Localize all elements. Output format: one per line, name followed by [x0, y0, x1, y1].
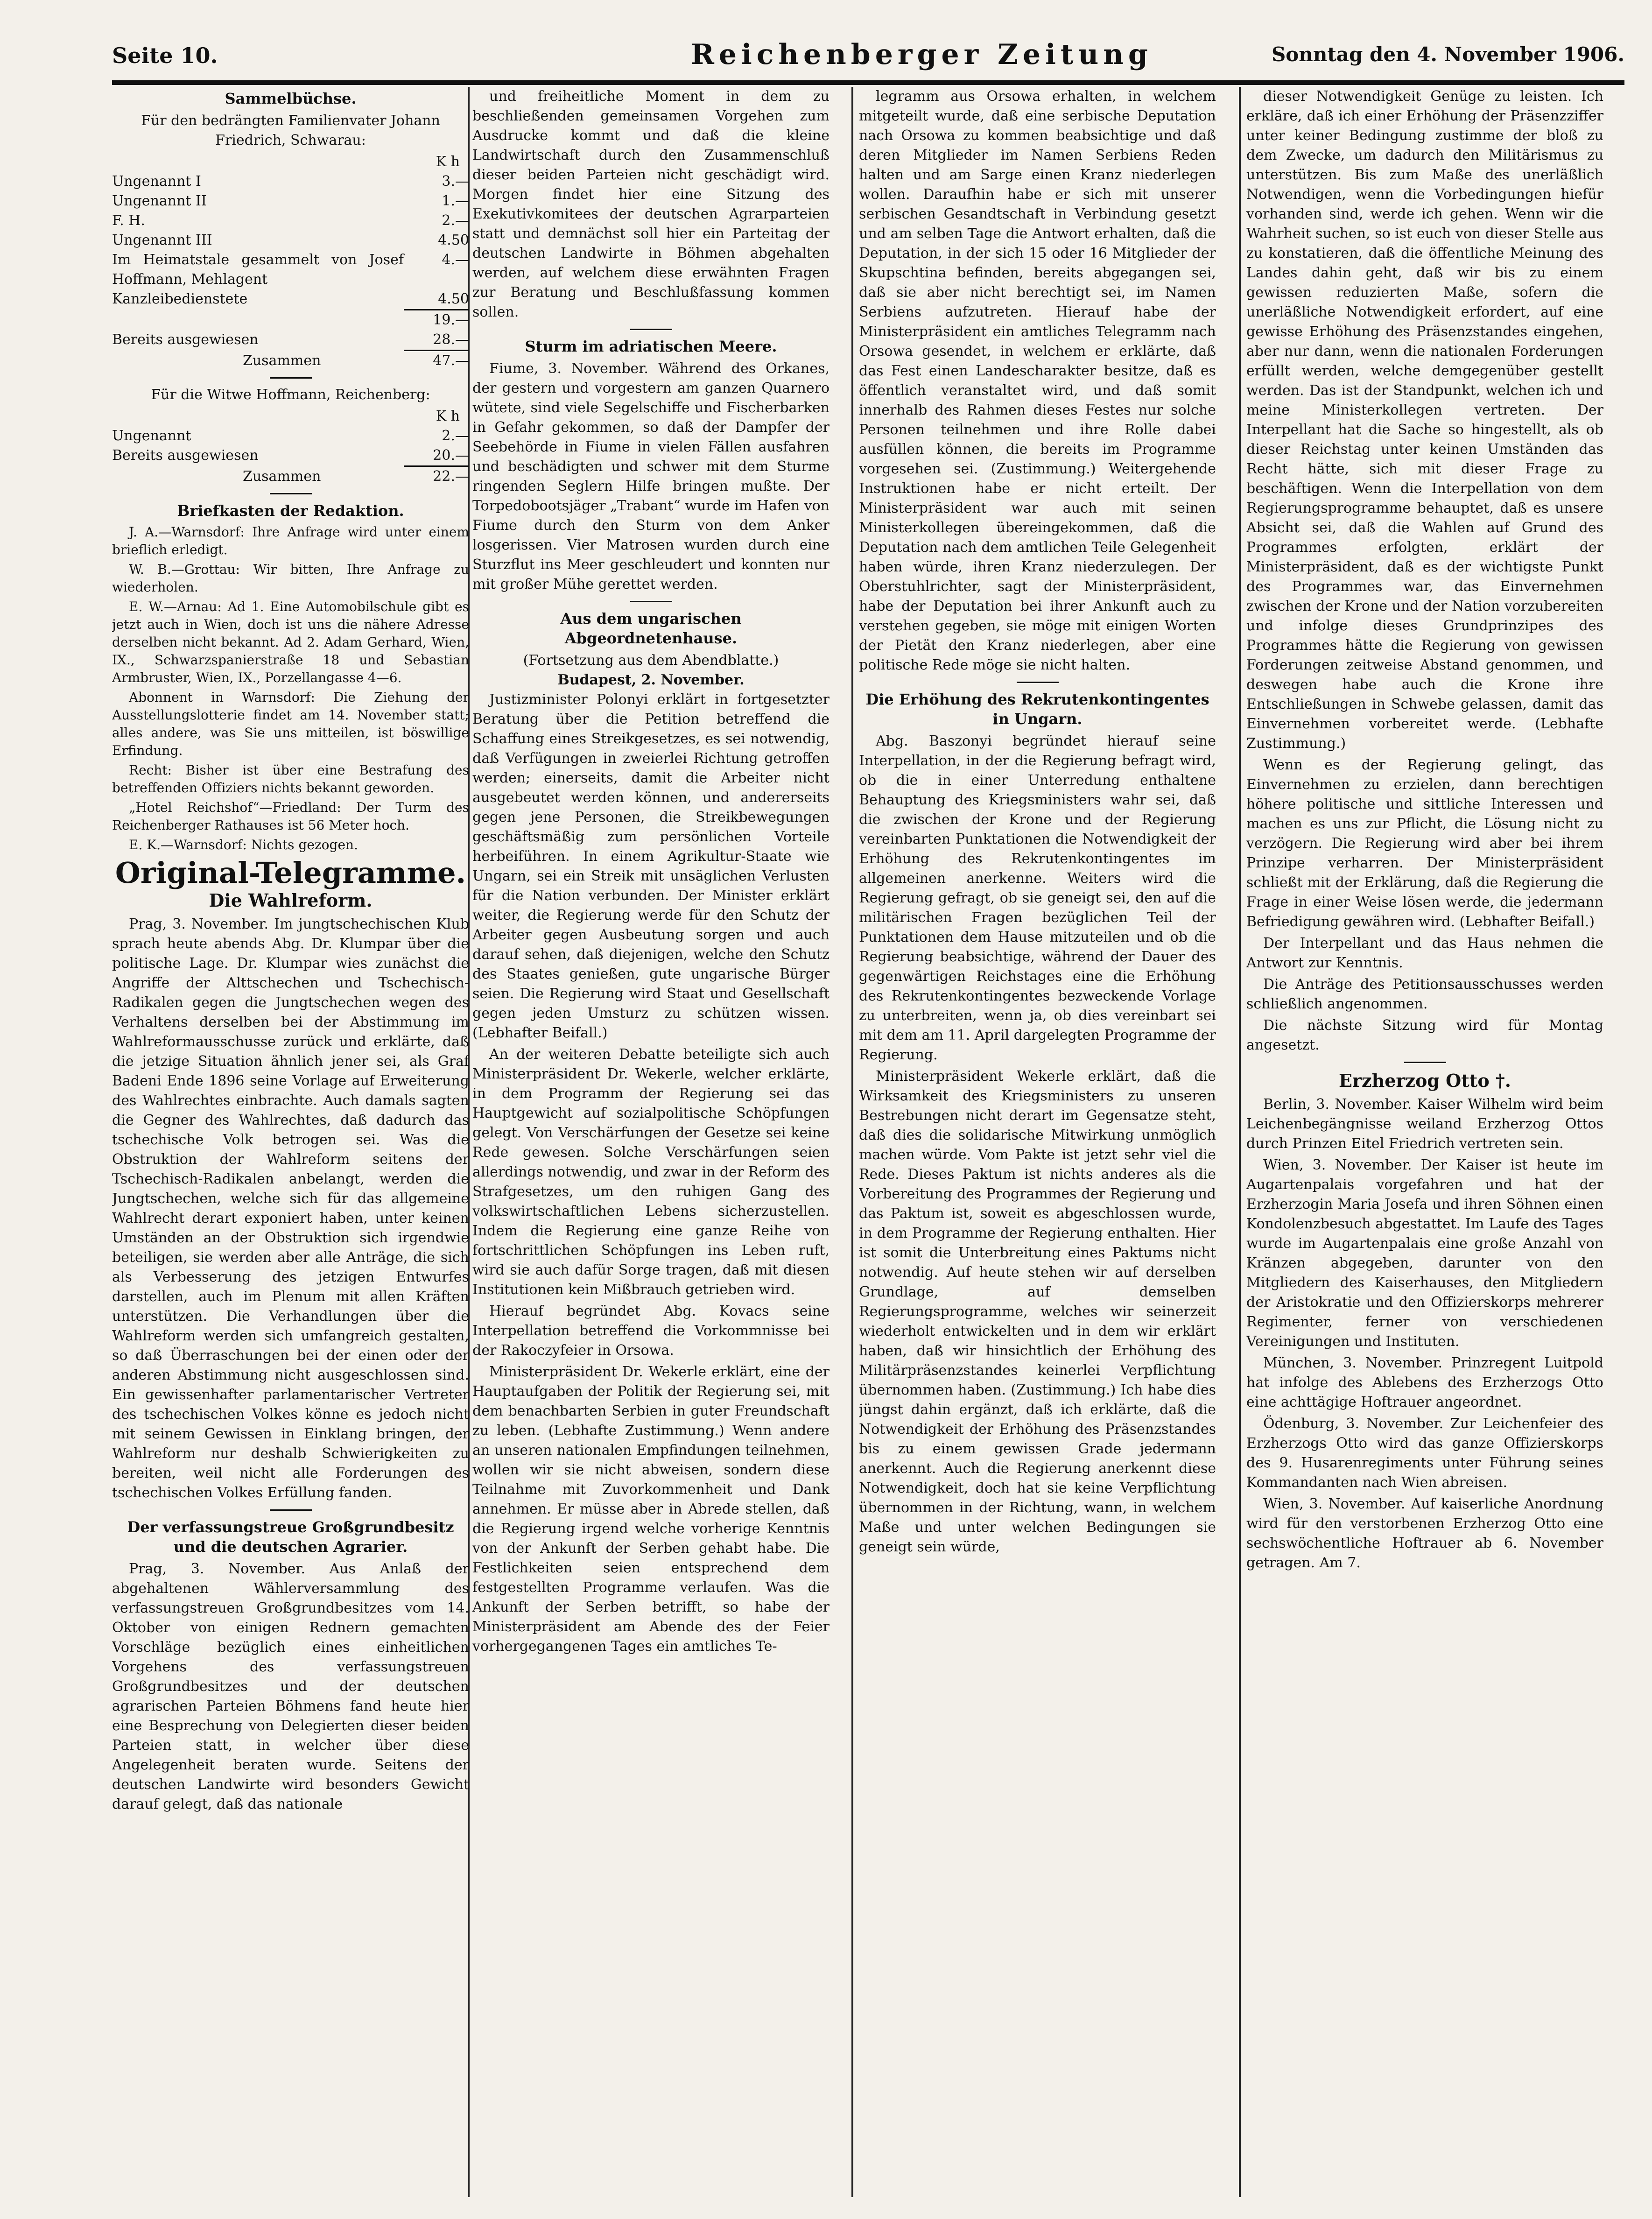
mailbox-list	[112, 523, 469, 854]
list-item	[112, 172, 469, 191]
article-title-erzherzog-otto: Erzherzog Otto †.	[1339, 1070, 1511, 1091]
paragraph: Die Anträge des Petitionsausschusses werden schließlich angenommen.	[1246, 976, 1603, 1012]
paragraph: Die nächste Sitzung wird für Montag angesetzt.	[1246, 1017, 1603, 1053]
list-item	[112, 426, 469, 446]
donor-name: Im Heimatstale gesammelt von Josef Hoffmann, Mehlagent	[112, 252, 404, 288]
masthead: Reichenberger Zeitung	[691, 38, 1153, 71]
donation-amount: 2.—	[442, 428, 469, 444]
paragraph: München, 3. November. Prinzregent Luitpold hat infolge des Ablebens des Erzherzogs Otto eine achttägige Hoftrauer angeordnet.	[1246, 1355, 1603, 1410]
article-continuation	[1246, 87, 1603, 1055]
page-header	[112, 38, 1624, 77]
donation-amount: 2.—	[442, 212, 469, 229]
article-body-sturm	[472, 359, 830, 594]
fund1-title: Für den bedrängten Familienvater Johann Friedrich, Schwarau:	[141, 113, 440, 148]
paragraph: Ministerpräsident Dr. Wekerle erklärt, eine der Hauptaufgaben der Politik der Regierung sei, mit dem benachbarten Serbien in guter Freundschaft zu leben. (Lebhafte Zustimmung.) Wenn andere an unseren nationalen Empfindungen teilnehmen, wollen wir sie nicht abweisen, sondern diese Teilnahme mit Zuvorkommenheit und Dank annehmen. Er müsse aber in Abrede stellen, daß die Regierung irgend welche vorherige Kenntnis von der Ankunft der Serben gehabt habe. Die Festlichkeiten seien entsprechend dem festgestellten Programme verlaufen. Was die Ankunft der Serben betrifft, so habe der Ministerpräsident am Abende des der Feier vorhergegangenen Tages ein amtliches Te-	[472, 1364, 830, 1655]
paragraph: Wien, 3. November. Auf kaiserliche Anordnung wird für den verstorbenen Erzherzog Otto eine sechswöchentliche Hoftrauer ab 6. November getragen. Am 7.	[1246, 1496, 1603, 1571]
donor-name: Ungenannt I	[112, 173, 201, 190]
paragraph: Justizminister Polonyi erklärt in fortgesetzter Beratung über die Petition betreffend die Schaffung eines Streikgesetzes, es sei notwendig, daß Verfügungen in zweierlei Richtung getroffen werden; einerseits, damit die Arbeiter nicht ausgebeutet werden können, und andererseits gegen jene Personen, die Streikbewegungen geschäftsmäßig zum persönlichen Vorteile herbeiführen. In einem Agrikultur-Staate wie Ungarn, sei ein Streik mit unsäglichen Verlusten für die Nation verbunden. Der Minister erklärt weiter, die Regierung werde für den Schutz der Arbeiter gegen Ausbeutung sorgen und auch darauf sehen, daß diejenigen, welche den Schutz des Staates genießen, gute ungarische Bürger seien. Die Regierung wird Staat und Gesellschaft gegen jeden Umsturz zu schützen wissen. (Lebhafter Beifall.)	[472, 691, 830, 1041]
divider	[1404, 1062, 1446, 1063]
list-item	[112, 231, 469, 250]
divider	[270, 493, 312, 494]
article-body-wahlreform	[112, 915, 469, 1503]
header-rule	[112, 80, 1624, 85]
donor-name: Ungenannt II	[112, 193, 207, 209]
paragraph: Ödenburg, 3. November. Zur Leichenfeier des Erzherzogs Otto wird das ganze Offizierskorps des 9. Husarenregiments unter Führung seines Kommandanten nach Wien abreisen.	[1246, 1416, 1603, 1491]
donation-amount: 4.50	[438, 291, 469, 307]
column-rule	[851, 87, 853, 2197]
donation-amount: 4.—	[442, 252, 469, 268]
fund2-title: Für die Witwe Hoffmann, Reichenberg:	[151, 387, 430, 403]
paragraph: und freiheitliche Moment in dem zu beschließenden gemeinsamen Vorgehen zum Ausdrucke kommt und daß die kleine Landwirtschaft durch den Zusammenschluß dieser beiden Parteien nicht geschädigt wird. Morgen findet hier eine Sitzung des Exekutivkomitees der deutschen Agrarparteien statt und demnächst soll hier ein Parteitag der deutschen Landwirte in Böhmen abgehalten werden, auf welchem diese erwähnten Fragen zur Beratung und Beschlußfassung kommen sollen.	[472, 88, 830, 320]
article-title-abgeordnetenhaus: Aus dem ungarischen Abgeordnetenhause.	[560, 610, 742, 647]
paragraph: legramm aus Orsowa erhalten, in welchem mitgeteilt wurde, daß eine serbische Deputation nach Orsowa zu kommen beabsichtige und daß deren Mitglieder im Namen Serbiens Reden halten und am Sarge einen Kranz niederlegen wollen. Daraufhin habe er sich mit unserer serbischen Gesandtschaft in Verbindung gesetzt und am selben Tage die Antwort erhalten, daß die Deputation, in der sich 15 oder 16 Mitglieder der Skupschtina befinden, bereits abgegangen sei, daß sie aber nicht berechtigt sei, im Namen Serbiens aufzutreten. Hierauf habe der Ministerpräsident ein amtliches Telegramm nach Orsowa gesendet, in welchem er erklärte, daß das Fest einen Landescharakter besitze, daß es öffentlich veranstaltet wird, und daß somit innerhalb des Rahmen dieses Festes nur solche Personen teilnehmen und ihre Rolle dabei ausfüllen können, die bereits im Programme vorgesehen sei. (Zustimmung.) Weitergehende Instruktionen habe er nicht erteilt. Der Ministerpräsident war auch mit seinen Ministerkollegen übereingekommen, daß die Deputation nach dem amtlichen Teile Gelegenheit haben würde, ihren Kranz niederzulegen. Der Oberstuhlrichter, sagt der Ministerpräsident, habe der Deputation bei ihrer Ankunft auch zu verstehen gegeben, sie möge mit einigen Worten der Pietät den Kranz niederlegen, aber eine politische Rede möge sie nicht halten.	[859, 88, 1216, 673]
article-title-grossgrundbesitz: Der verfassungstreue Großgrundbesitz und die deutschen Agrarier.	[127, 1518, 454, 1556]
divider	[1017, 682, 1059, 683]
divider	[630, 601, 672, 602]
donation-amount: 20.—	[433, 447, 469, 464]
article-body-erzherzog-otto	[1246, 1095, 1603, 1573]
donor-name: Ungenannt III	[112, 232, 212, 248]
fund1-total-row: Zusammen 47.—	[243, 352, 469, 369]
paragraph: Prag, 3. November. Aus Anlaß der abgehaltenen Wählerversammlung des verfassungstreuen Großgrundbesitzes vom 14. Oktober von einigen Rednern gemachten Vorschläge bezüglich eines einheitlichen Vorgehens des verfassungstreuen Großgrundbesitzes und der deutschen agrarischen Parteien Böhmens fand heute hier eine Besprechung von Delegierten dieser beiden Parteien statt, in welcher über diese Angelegenheit beraten wurde. Seitens der deutschen Landwirte wird besonders Gewicht darauf gelegt, daß das nationale	[112, 1561, 469, 1812]
paragraph: An der weiteren Debatte beteiligte sich auch Ministerpräsident Dr. Wekerle, welcher erklärte, in dem Programm der Regierung sei das Hauptgewicht auf sozialpolitische Schöpfungen gelegt. Von Verschärfungen der Gesetze sei keine Rede gewesen. Solche Verschärfungen seien allerdings notwendig, und zwar in der Reform des Strafgesetzes, um den ruhigen Gang des volkswirtschaftlichen Lebens sicherzustellen. Indem die Regierung eine ganze Reihe von fortschrittlichen Schöpfungen ins Leben ruft, wird sie auch dafür Sorge tragen, daß mit diesen Institutionen kein Mißbrauch getrieben wird.	[472, 1046, 830, 1298]
paragraph: Wenn es der Regierung gelingt, das Einvernehmen zu erzielen, dann berechtigen höhere politische und sittliche Interessen und machen es uns zur Pflicht, die Lösung nicht zu verzögern. Die Regierung wird aber bei ihrem Prinzipe verharren. Der Ministerpräsident schließt mit der Erklärung, daß die Regierung die Frage in einer Weise lösen werde, die jedermann Befriedigung gewähren wird. (Lebhafter Beifall.)	[1246, 757, 1603, 930]
article-body-abgeordnetenhaus	[472, 690, 830, 1656]
list-item	[112, 211, 469, 231]
paragraph: Fiume, 3. November. Während des Orkanes, der gestern und vorgestern am ganzen Quarnero wütete, sind viele Segelschiffe und Fischerbarken in Gefahr gekommen, so daß der Dampfer der Seebehörde in Fiume in vielen Fällen ausfahren und beschädigten und schwer mit dem Sturme ringenden Seglern Hilfe bringen mußte. Der Torpedobootsjäger „Trabant“ wurde im Hafen von Fiume durch den Sturm von dem Anker losgerissen. Vier Matrosen wurden durch eine Sturzflut ins Meer geschleudert und konnten nur mit großer Mühe gerettet werden.	[472, 360, 830, 592]
list-item	[112, 446, 469, 465]
article-title-sturm: Sturm im adriatischen Meere.	[525, 338, 777, 355]
article-continuation	[472, 87, 830, 322]
fund1-subtotal: 19.—	[433, 312, 469, 328]
currency-label: K h	[436, 154, 460, 170]
paragraph: Prag, 3. November. Im jungtschechischen Klub sprach heute abends Abg. Dr. Klumpar über die politische Lage. Dr. Klumpar wies zunächst die Angriffe der Alttschechen und Tschechisch-Radikalen gegen die Jungtschechen wegen des Verhaltens derselben bei der Abstimmung im Wahlreformausschusse zurück und erklärte, daß die jetzige Situation ähnlich jener sei, als Graf Badeni Ende 1896 seine Vorlage auf Erweiterung des Wahlrechtes einbrachte. Auch damals sagten die Gegner des Wahlrechtes, daß dadurch das tschechische Volk betrogen sei. Was die Obstruktion der Wahlreform seitens der Tschechisch-Radikalen anbelangt, werden die Jungtschechen, welche sich für das allgemeine Wahlrecht derart exponiert haben, unter keinen Umständen an der Obstruktion sich irgendwie beteiligen, sie werden aber alle Anträge, die sich als Verbesserung des jetzigen Entwurfes darstellen, auch im Plenum mit allen Kräften unterstützen. Die Verhandlungen über die Wahlreform werden sich umfangreich gestalten, so daß Überraschungen bei der einen oder der anderen Abstimmung nicht ausgeschlossen sind. Ein gewissenhafter parlamentarischer Vertreter des tschechischen Volkes könne es jedoch nicht mit seinem Gewissen in Einklang bringen, der Wahlreform nur deshalb Schwierigkeiten zu bereiten, weil nicht alle Forderungen des tschechischen Volkes Erfüllung fanden.	[112, 916, 469, 1501]
mailbox-entry: Recht: Bisher ist über eine Bestrafung des betreffenden Offiziers nichts bekannt geworden.	[112, 762, 469, 796]
column-2	[472, 87, 830, 2197]
paragraph: Berlin, 3. November. Kaiser Wilhelm wird beim Leichenbegängnisse weiland Erzherzog Ottos durch Prinzen Eitel Friedrich vertreten sein.	[1246, 1096, 1603, 1152]
divider	[270, 1509, 312, 1511]
donor-name: Bereits ausgewiesen	[112, 447, 259, 464]
fund1-prev-row: Bereits ausgewiesen 28.—	[112, 331, 469, 348]
divider	[630, 329, 672, 330]
dateline: Budapest, 2. November.	[557, 672, 745, 688]
paragraph: Hierauf begründet Abg. Kovacs seine Interpellation betreffend die Vorkommnisse bei der Rakoczyfeier in Orsowa.	[472, 1303, 830, 1359]
article-body-rekruten	[859, 732, 1216, 1557]
mailbox-entry: W. B.—Grottau: Wir bitten, Ihre Anfrage zu wiederholen.	[112, 562, 469, 595]
column-4	[1246, 87, 1603, 2197]
mailbox-entry: „Hotel Reichshof“—Friedland: Der Turm des Reichenberger Rathauses ist 56 Meter hoch.	[112, 800, 469, 833]
paragraph: Wien, 3. November. Der Kaiser ist heute im Augartenpalais vorgefahren und hat der Erzherzogin Maria Josefa und ihren Söhnen einen Kondolenzbesuch abgestattet. Im Laufe des Tages wurde im Augartenpalais eine große Anzahl von Kränzen abgegeben, darunter von den Mitgliedern des Kaiserhauses, den Mitgliedern der Aristokratie und den Offizierskorps mehrerer Regimenter, ferner von verschiedenen Vereinigungen und Instituten.	[1246, 1157, 1603, 1350]
page-number: Seite 10.	[112, 43, 218, 68]
column-1	[112, 87, 469, 2197]
list-item	[112, 191, 469, 211]
currency-label: K h	[436, 408, 460, 424]
donor-name: F. H.	[112, 212, 145, 229]
mailbox-entry: Abonnent in Warnsdorf: Die Ziehung der Ausstellungslotterie findet am 14. November statt; alles andere, was Sie uns mitteilen, ist böswillige Erfindung.	[112, 690, 469, 758]
list-item	[112, 289, 469, 309]
fund2-total-row: Zusammen 22.—	[243, 468, 469, 485]
article-title-rekruten: Die Erhöhung des Rekrutenkontingentes in Ungarn.	[865, 690, 1209, 728]
donor-name: Kanzleibedienstete	[112, 291, 248, 307]
list-item	[112, 250, 469, 289]
article-body-grossgrundbesitz	[112, 1559, 469, 1814]
issue-date: Sonntag den 4. November 1906.	[1271, 43, 1624, 66]
collection-title: Sammelbüchse.	[225, 90, 357, 107]
mailbox-entry: J. A.—Warnsdorf: Ihre Anfrage wird unter einem brieflich erledigt.	[112, 524, 469, 557]
mailbox-title: Briefkasten der Redaktion.	[177, 502, 404, 520]
fund2-list	[112, 426, 469, 465]
donation-amount: 1.—	[442, 193, 469, 209]
donation-amount: 3.—	[442, 173, 469, 190]
paragraph: Ministerpräsident Wekerle erklärt, daß die Wirksamkeit des Kriegsministers zu unseren Bestrebungen nicht derart im Gegensatze steht, daß dies die solidarische Mitwirkung unmöglich machen würde. Vom Pakte ist jetzt sehr viel die Rede. Dieses Paktum ist nichts anderes als die Vorbereitung des Programmes der Regierung und das Paktum ist, soweit es abgeschlossen wurde, in dem Programme der Regierung enthalten. Hier ist somit die Unterbreitung eines Paktums nicht notwendig. Auf heute stehen wir auf derselben Grundlage, auf demselben Regierungsprogramme, welches wir seinerzeit wiederholt entwickelten und in dem wir erklärt haben, daß wir hinsichtlich der Erhöhung des Militärpräsenzstandes keinerlei Verpflichtung übernommen haben. (Zustimmung.) Ich habe dies jüngst dahin ergänzt, daß ich erklärte, daß die Notwendigkeit der Erhöhung des Präsenzstandes bis zu einem gewissen Grade jedermann anerkennt. Auch die Regierung anerkennt diese Notwendigkeit, doch hat sie keine Verpflichtung übernommen in der Richtung, wann, in welchem Maße und unter welchen Bedingungen sie geneigt sein würde,	[859, 1068, 1216, 1555]
fund1-subtotal-row	[112, 310, 469, 330]
article-continuation	[859, 87, 1216, 675]
divider	[270, 377, 312, 379]
donation-amount: 4.50	[438, 232, 469, 248]
column-rule	[1239, 87, 1241, 2197]
donor-name: Ungenannt	[112, 428, 191, 444]
article-subtitle: (Fortsetzung aus dem Abendblatte.)	[523, 652, 779, 669]
article-title-wahlreform: Die Wahlreform.	[209, 890, 373, 911]
paragraph: Der Interpellant und das Haus nehmen die Antwort zur Kenntnis.	[1246, 935, 1603, 971]
mailbox-entry: E. W.—Arnau: Ad 1. Eine Automobilschule gibt es jetzt auch in Wien, doch ist uns die nähere Adresse derselben nicht bekannt. Ad 2. Adam Gerhard, Wien, IX., Schwarzspanierstraße 18 und Sebastian Armbruster, Wien, IX., Porzellangasse 4—6.	[112, 599, 469, 685]
fund1-list	[112, 172, 469, 309]
column-3	[859, 87, 1216, 2197]
telegram-section-title: Original-Telegramme.	[115, 856, 466, 890]
mailbox-entry: E. K.—Warnsdorf: Nichts gezogen.	[129, 837, 358, 852]
paragraph: dieser Notwendigkeit Genüge zu leisten. Ich erkläre, daß ich einer Erhöhung der Präsenzziffer unter keiner Bedingung zustimme der bloß zu dem Zwecke, um dadurch den Militärismus zu unterstützen. Bis zum Maße des unerläßlich Notwendigen, wenn die Vorbedingungen hiefür vorhanden sind, werde ich gehen. Wenn wir die Wahrheit suchen, so ist euch von dieser Stelle aus zu konstatieren, daß die öffentliche Meinung des Landes dahin geht, daß wir bis zu einem gewissen reduzierten Maße, sofern die unerläßliche Notwendigkeit erfordert, auf eine gewisse Erhöhung des Präsenzstandes eingehen, aber nur dann, wenn die nationalen Forderungen erfüllt werden, welche demgegenüber gestellt werden. Das ist der Standpunkt, welchen ich und meine Ministerkollegen vertreten. Der Interpellant hat die Sache so hingestellt, als ob dieser Reichstag unter keinen Umständen das Recht hätte, sich mit dieser Frage zu beschäftigen. Wenn die Interpellation von dem Regierungsprogramme behauptet, daß es unsere Absicht sei, daß die Wahlen auf Grund des Programmes erfolgten, erklärt der Ministerpräsident, daß es der wichtigste Punkt des Programmes war, das Einvernehmen zwischen der Krone und der Nation vorzubereiten und infolge dieses Grundprinzipes des Programmes hätte die Regierung von gewissen Forderungen zeitweise Abstand genommen, und deswegen habe auch die Krone ihre Entschließungen in Schwebe gelassen, damit das Einvernehmen vorbereitet werde. (Lebhafte Zustimmung.)	[1246, 88, 1603, 752]
paragraph: Abg. Baszonyi begründet hierauf seine Interpellation, in der die Regierung befragt wird, ob die in einer Unterredung enthaltene Behauptung des Kriegsministers wahr sei, daß die zwischen der Krone und der Regierung vereinbarten Punktationen die Notwendigkeit der Erhöhung des Rekrutenkontingentes im allgemeinen anerkenne. Weiters wird die Regierung gefragt, ob sie geneigt sei, den auf die militärischen Fragen bezüglichen Teil der Punktationen dem Hause mitzuteilen und ob die Regierung beabsichtige, während der Dauer des gegenwärtigen Reichstages eine die Erhöhung des Rekrutenkontingentes bezweckende Vorlage zu unterbreiten, wenn ja, ob dies vereinbart sei mit dem am 11. April dargelegten Programme der Regierung.	[859, 733, 1216, 1063]
